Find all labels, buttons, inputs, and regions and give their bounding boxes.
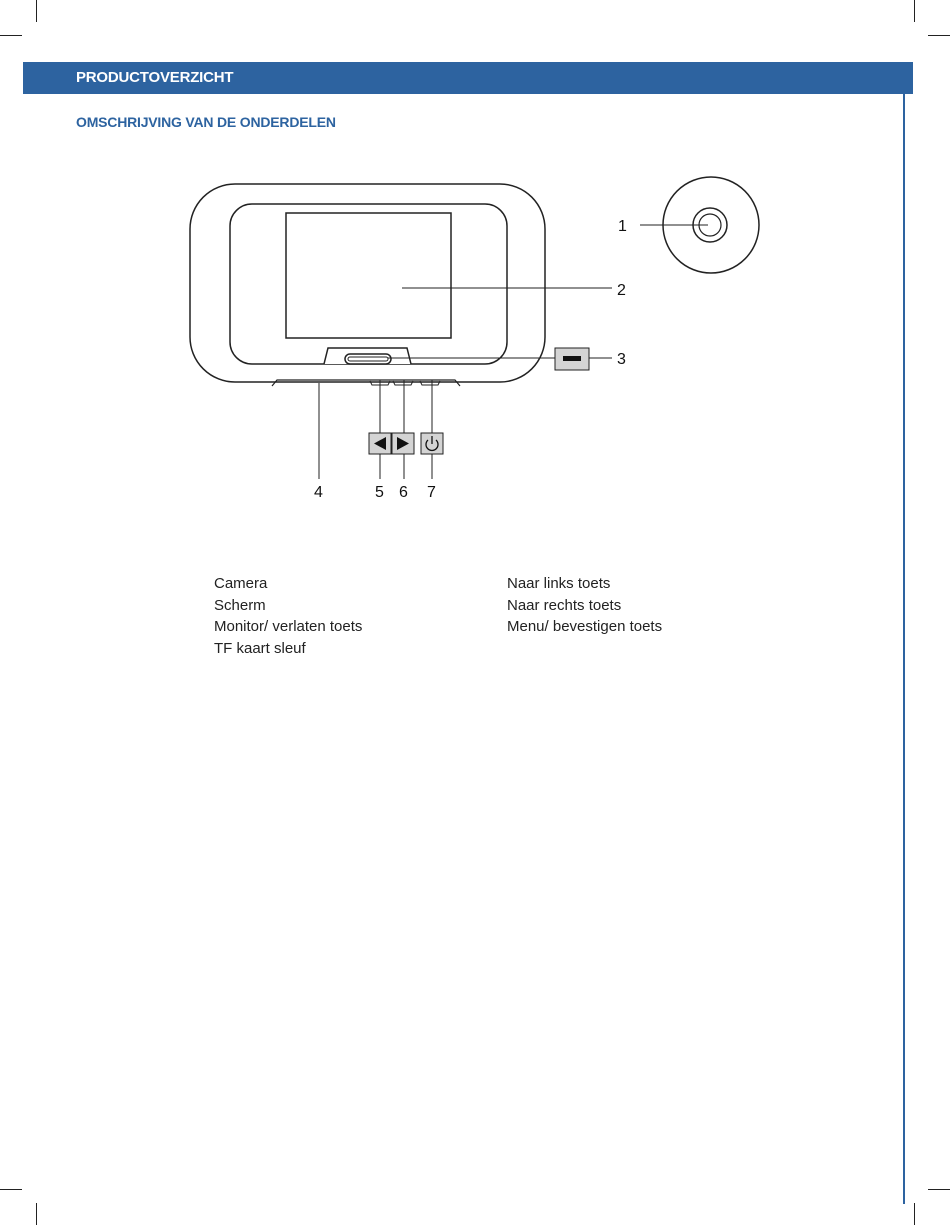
callout-4: 4 (314, 484, 323, 501)
callout-5: 5 (375, 484, 384, 501)
legend-item: Monitor/ verlaten toets (214, 618, 363, 635)
screen-icon (286, 213, 451, 338)
callout-3: 3 (617, 351, 626, 368)
callout-1: 1 (618, 218, 627, 235)
legend-item: TF kaart sleuf (214, 639, 306, 657)
legend-right (507, 573, 662, 638)
legend-item: Menu/ bevestigen toets (507, 618, 663, 635)
callout-2: 2 (617, 282, 626, 299)
callout-6: 6 (399, 484, 408, 501)
legend-item: Naar rechts toets (507, 596, 622, 614)
legend-left (214, 573, 362, 659)
legend-item: Scherm (214, 596, 266, 614)
legend-item: Naar links toets (507, 575, 611, 592)
page-title: PRODUCTOVERZICHT (76, 69, 234, 86)
callout-7: 7 (427, 484, 436, 501)
section-title: OMSCHRIJVING VAN DE ONDERDELEN (76, 114, 336, 130)
legend-item: Camera (214, 575, 268, 592)
